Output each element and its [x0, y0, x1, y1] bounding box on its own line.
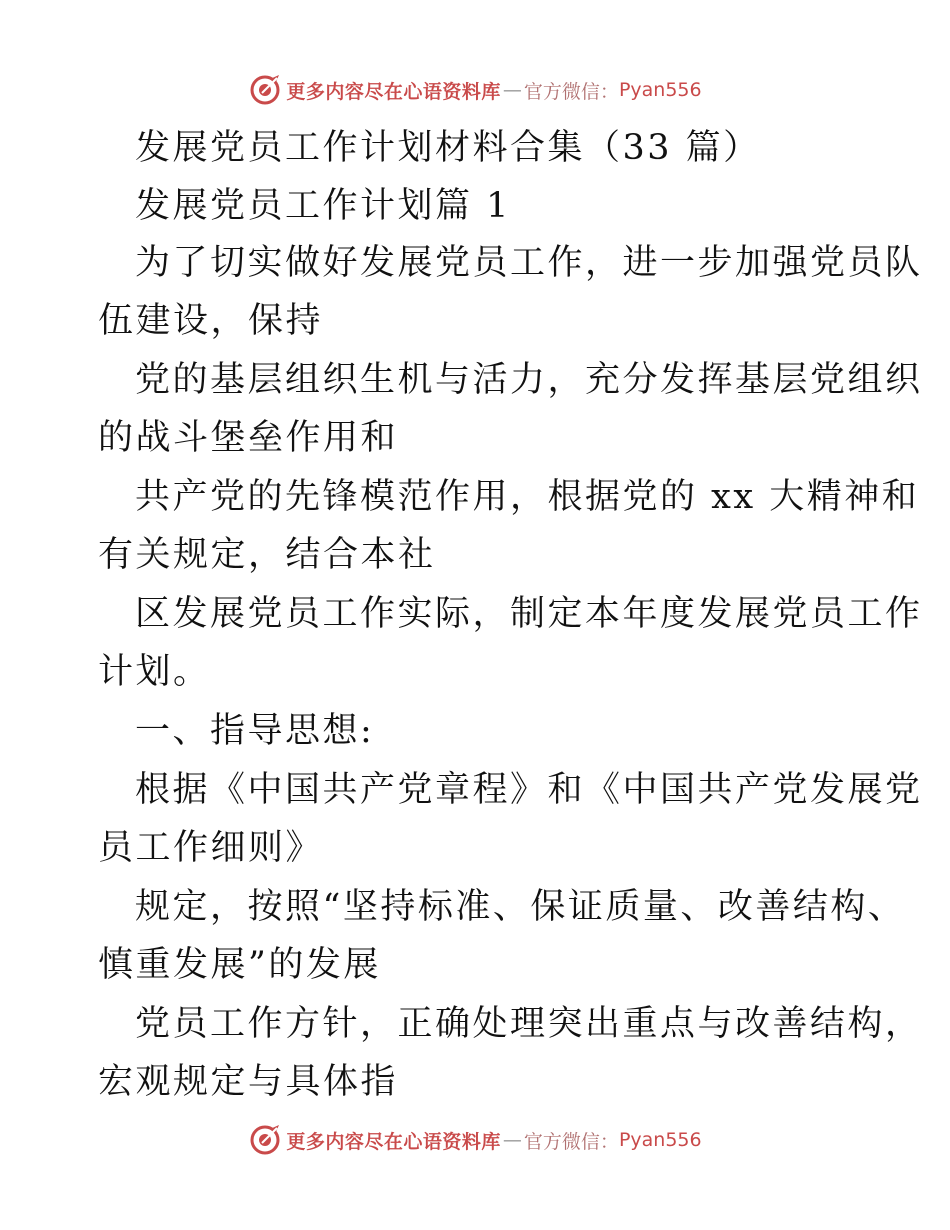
watermark-wechat-id: Pyan556 [618, 1129, 702, 1151]
logo-icon [248, 1123, 282, 1157]
footer-watermark [0, 1120, 950, 1160]
paragraph-line: 有关规定，结合本社 [98, 535, 436, 575]
watermark-wechat-label: 官方微信： [523, 1130, 619, 1153]
paragraph-line: 根据《中国共产党章程》和《中国共产党发展党 [135, 770, 923, 810]
paragraph-line: 的战斗堡垒作用和 [98, 418, 399, 458]
watermark-brand: 更多内容尽在心语资料库 [286, 80, 501, 103]
document-title: 发展党员工作计划材料合集（33 篇） [135, 128, 761, 168]
paragraph-line: 慎重发展”的发展 [98, 945, 381, 985]
paragraph-line: 区发展党员工作实际，制定本年度发展党员工作 [135, 594, 923, 634]
watermark-separator: — [502, 1129, 522, 1151]
paragraph-line: 规定，按照“坚持标准、保证质量、改善结构、 [135, 887, 906, 927]
section-title: 发展党员工作计划篇 1 [135, 186, 511, 226]
watermark-separator: — [502, 79, 522, 101]
paragraph-line: 党的基层组织生机与活力，充分发挥基层党组织 [135, 360, 923, 400]
watermark-brand: 更多内容尽在心语资料库 [286, 1130, 501, 1153]
paragraph-line: 党员工作方针，正确处理突出重点与改善结构， [135, 1004, 923, 1044]
watermark-wechat-label: 官方微信： [523, 80, 619, 103]
paragraph-line: 伍建设，保持 [98, 301, 324, 341]
watermark-wechat-id: Pyan556 [618, 79, 702, 101]
paragraph-line: 为了切实做好发展党员工作，进一步加强党员队 [135, 243, 923, 283]
heading-guiding-ideology: 一、指导思想: [135, 711, 375, 751]
paragraph-line: 计划。 [98, 652, 211, 692]
paragraph-line: 员工作细则》 [98, 828, 324, 868]
paragraph-line: 宏观规定与具体指 [98, 1062, 399, 1102]
paragraph-line: 共产党的先锋模范作用，根据党的 xx 大精神和 [135, 477, 920, 517]
